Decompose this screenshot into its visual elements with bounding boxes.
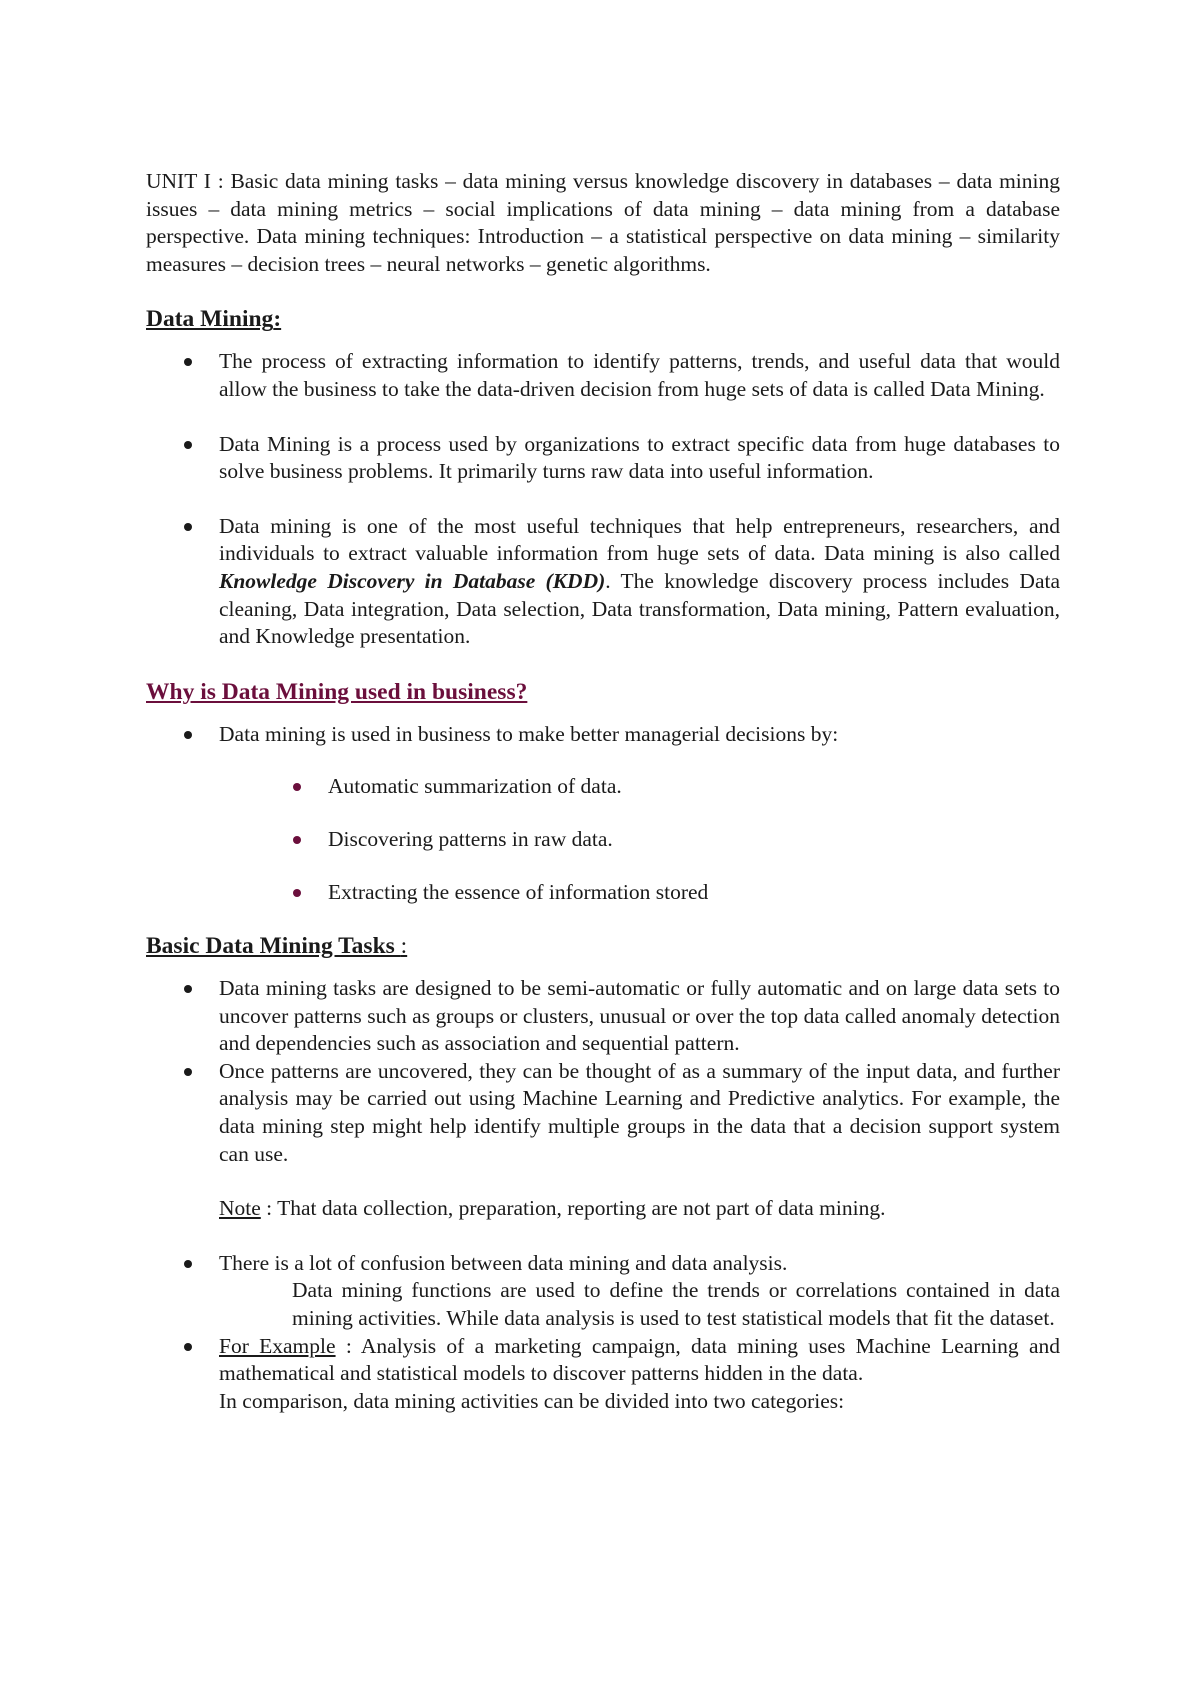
document-page	[146, 168, 1060, 1415]
list-item: Data Mining is a process used by organizations to extract specific data from huge databases to solve business problems. It primarily turns raw data into useful information.	[146, 431, 1060, 486]
confusion-bullets	[146, 1250, 1060, 1388]
data-mining-bullets	[146, 348, 1060, 650]
list-item	[146, 1333, 1060, 1388]
heading-basic-tasks	[146, 931, 1060, 961]
kdd-text-after: . The knowledge discovery process includes Data cleaning, Data integration, Data selection, Data transformation, Data mining, Pattern evaluation, and Knowledge presentation.	[219, 568, 1061, 649]
unit-syllabus: UNIT I : Basic data mining tasks – data mining versus knowledge discovery in databases – data mining issues – data mining metrics – social implications of data mining – data mining from a database perspective. Data mining techniques: Introduction – a statistical perspective on data mining – similarity measures – decision trees – neural networks – genetic algorithms.	[146, 169, 1060, 276]
heading-colon: :	[273, 306, 282, 333]
list-item	[146, 721, 1060, 906]
basic-tasks-bullets	[146, 975, 1060, 1168]
list-item: Once patterns are uncovered, they can be thought of as a summary of the input data, and further analysis may be carried out using Machine Learning and Predictive analytics. For example, the data mining step might help identify multiple groups in the data that a decision support system can use.	[146, 1058, 1060, 1168]
business-sub-list	[219, 773, 1060, 906]
heading-why-business: Why is Data Mining used in business?	[146, 678, 528, 705]
note	[219, 1195, 1060, 1223]
confusion-detail: Data mining functions are used to define the trends or correlations contained in data mining activities. While data analysis is used to test statistical models that fit the dataset.	[292, 1278, 1060, 1331]
list-item: The process of extracting information to identify patterns, trends, and useful data that would allow the business to take the data-driven decision from huge sets of data is called Data Mining.	[146, 348, 1060, 403]
business-intro: Data mining is used in business to make better managerial decisions by:	[219, 721, 839, 746]
list-item	[146, 513, 1060, 651]
business-bullets	[146, 721, 1060, 906]
example-label: For Example	[219, 1333, 336, 1358]
list-item	[146, 1250, 1060, 1333]
note-label: Note	[219, 1196, 261, 1221]
sub-list-item: Automatic summarization of data.	[219, 773, 1060, 801]
sub-list-item: Extracting the essence of information stored	[219, 879, 1060, 907]
comparison-text: In comparison, data mining activities can be divided into two categories:	[219, 1388, 845, 1413]
heading-basic-tasks-text: Basic Data Mining Tasks	[146, 933, 401, 960]
kdd-text-before: Data mining is one of the most useful techniques that help entrepreneurs, researchers, and individuals to extract valuable information from huge sets of data. Data mining is also called	[219, 513, 1060, 566]
example-text: : Analysis of a marketing campaign, data mining uses Machine Learning and mathematical and statistical models to discover patterns hidden in the data.	[219, 1333, 1060, 1386]
heading-data-mining	[146, 304, 1060, 334]
sub-list-item: Discovering patterns in raw data.	[219, 826, 1060, 854]
kdd-emphasis: Knowledge Discovery in Database (KDD)	[219, 568, 606, 593]
confusion-text: There is a lot of confusion between data mining and data analysis.	[219, 1250, 788, 1275]
note-text: : That data collection, preparation, reporting are not part of data mining.	[260, 1196, 886, 1221]
list-item: Data mining tasks are designed to be semi-automatic or fully automatic and on large data sets to uncover patterns such as groups or clusters, unusual or over the top data called anomaly detection and dependencies such as association and sequential pattern.	[146, 975, 1060, 1058]
heading-colon: :	[400, 933, 408, 960]
heading-data-mining-text: Data Mining	[146, 306, 274, 333]
